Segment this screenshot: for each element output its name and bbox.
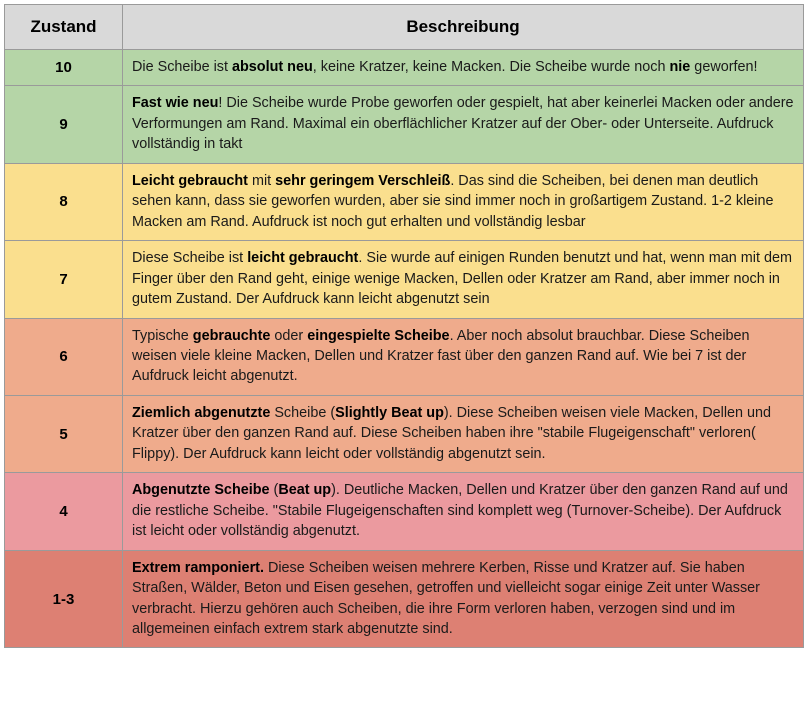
emphasis-text: eingespielte Scheibe	[307, 327, 450, 344]
emphasis-text: Extrem ramponiert.	[132, 559, 264, 576]
cell-description	[123, 86, 804, 163]
emphasis-text: Slightly Beat up	[335, 404, 444, 421]
cell-state: 4	[5, 473, 123, 550]
body-text: ! Die Scheibe wurde Probe geworfen oder gespielt, hat aber keinerlei Macken oder andere Verformungen am Rand. Maximal ein oberflächlicher Kratzer auf der Ober- oder Unterseite. Aufdruck vollständig in takt	[132, 95, 794, 153]
emphasis-text: absolut neu	[231, 59, 313, 75]
cell-description	[123, 473, 804, 550]
cell-description	[123, 163, 804, 240]
body-text: Scheibe (	[270, 404, 336, 421]
table-row	[5, 473, 804, 550]
table-row	[5, 163, 804, 240]
body-text: . Aber noch absolut brauchbar. Diese Scheiben weisen viele kleine Macken, Dellen und Kratzer fast über den ganzen Rand auf. Wie bei 7 ist der Aufdruck leicht abgenutzt.	[132, 327, 750, 385]
body-text: Typische	[132, 327, 193, 344]
emphasis-text: nie	[669, 59, 691, 75]
body-text: . Das sind die Scheiben, bei denen man deutlich sehen kann, dass sie geworfen wurden, aber sie sind immer noch in großartigem Zustand. 1-2 kleine Macken am Rand. Aufdruck ist noch gut erhalten und vollständig lesbar	[132, 172, 774, 230]
body-text: mit	[247, 172, 276, 189]
body-text: , keine Kratzer, keine Macken. Die Scheibe wurde noch	[312, 59, 670, 75]
table-row	[5, 395, 804, 472]
cell-state: 6	[5, 318, 123, 395]
emphasis-text: sehr geringem Verschleiß	[275, 172, 451, 189]
table-row	[5, 86, 804, 163]
emphasis-text: Abgenutzte Scheibe	[132, 482, 270, 499]
body-text: Die Scheibe ist	[132, 59, 232, 75]
cell-state: 9	[5, 86, 123, 163]
emphasis-text: leicht gebraucht	[247, 250, 359, 267]
table-row	[5, 241, 804, 318]
disc-condition-table	[4, 4, 804, 648]
body-text: (	[269, 482, 279, 499]
table-header-row	[5, 5, 804, 50]
cell-state: 5	[5, 395, 123, 472]
column-header-description: Beschreibung	[123, 5, 804, 50]
cell-state: 10	[5, 50, 123, 86]
cell-state: 7	[5, 241, 123, 318]
body-text: oder	[270, 327, 308, 344]
emphasis-text: Leicht gebraucht	[132, 172, 248, 189]
emphasis-text: gebrauchte	[192, 327, 271, 344]
body-text: ). Diese Scheiben weisen viele Macken, Dellen und Kratzer über den ganzen Rand auf. Diese Scheiben haben ihre "stabile Flugeigenschaft" verloren( Flippy). Der Aufdruck kann leicht oder vollständig abgenutzt sein.	[132, 404, 772, 462]
cell-description	[123, 50, 804, 86]
cell-state: 1-3	[5, 550, 123, 648]
table-row	[5, 318, 804, 395]
table-body	[5, 50, 804, 648]
table-row	[5, 50, 804, 86]
emphasis-text: Fast wie neu	[132, 95, 219, 112]
column-header-state: Zustand	[5, 5, 123, 50]
emphasis-text: Ziemlich abgenutzte	[132, 404, 271, 421]
cell-description	[123, 550, 804, 648]
cell-state: 8	[5, 163, 123, 240]
body-text: geworfen!	[690, 59, 758, 75]
emphasis-text: Beat up	[278, 482, 332, 499]
table-row	[5, 550, 804, 648]
body-text: Diese Scheibe ist	[132, 250, 248, 267]
cell-description	[123, 241, 804, 318]
cell-description	[123, 318, 804, 395]
body-text: Diese Scheiben weisen mehrere Kerben, Risse und Kratzer auf. Sie haben Straßen, Wälder, Beton und Eisen gesehen, getroffen und vielleicht sogar einige Zeit unter Wasser verbracht. Hierzu gehören auch Scheiben, die ihre Form verloren haben, verzogen sind und im allgemeinen einfach extrem stark abgenutzte sind.	[132, 559, 760, 637]
body-text: . Sie wurde auf einigen Runden benutzt und hat, wenn man mit dem Finger über den Rand geht, einige wenige Macken, Dellen oder Kratzer am Rand, aber immer noch in gutem Zustand. Der Aufdruck kann leicht abgenutzt sein	[132, 250, 792, 308]
body-text: ). Deutliche Macken, Dellen und Kratzer über den ganzen Rand auf und die restliche Scheibe. "Stabile Flugeigenschaften sind komplett weg (Turnover-Scheibe). Der Aufdruck ist leicht oder vollständig abgenutzt.	[132, 482, 788, 540]
cell-description	[123, 395, 804, 472]
